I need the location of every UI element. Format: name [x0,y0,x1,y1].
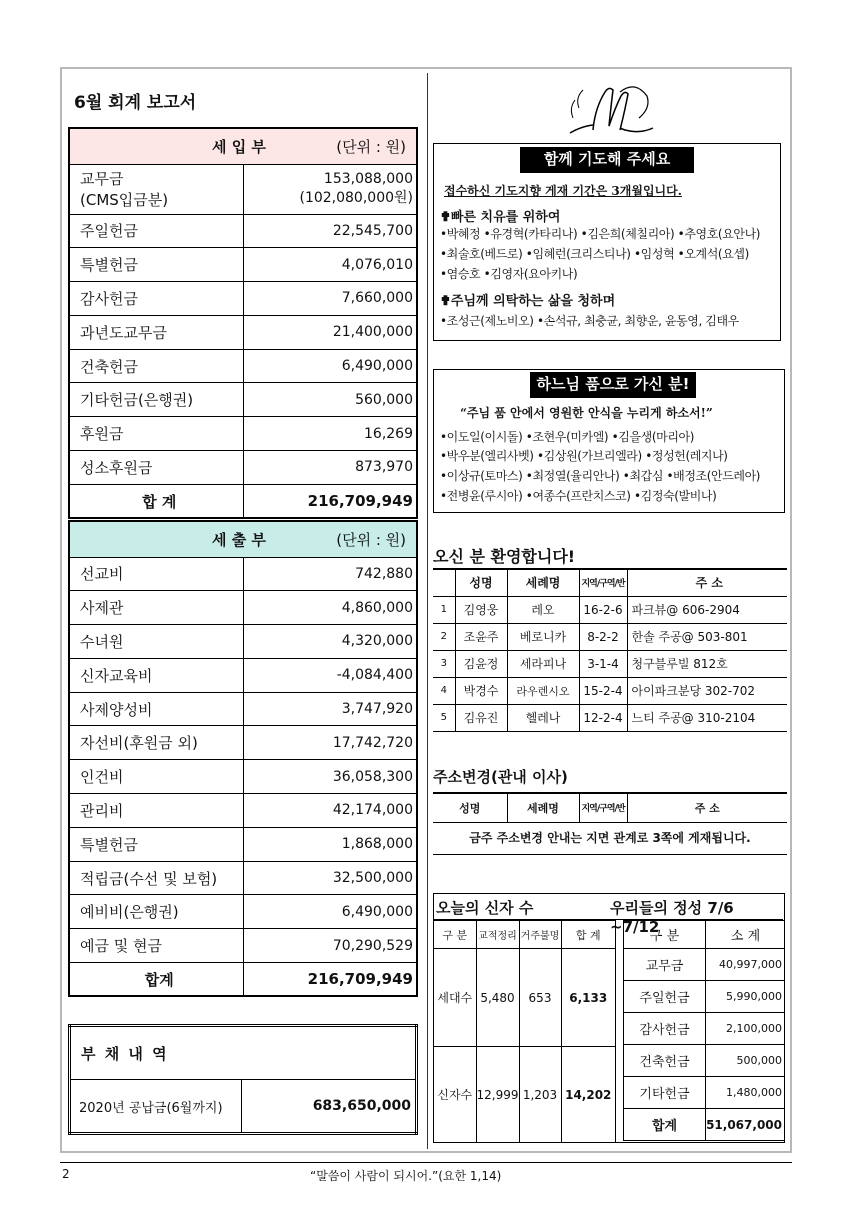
income-label: 건축헌금 [69,349,243,383]
welcome-cell: 파크뷰@ 606-2904 [627,596,787,623]
income-value: 4,076,010 [243,248,417,282]
prayer-banner: 함께 기도해 주세요 [520,147,694,173]
prayer-note: 접수하신 기도지향 게재 기간은 3개월입니다. [444,184,682,198]
welcome-cell: 12-2-4 [579,704,627,731]
address-change-note: 금주 주소변경 안내는 지면 관계로 3쪽에 게재됩니다. [433,821,787,855]
deceased-names: •박우분(엘리사벳) •김상원(가브리엘라) •정성헌(레지나) [440,449,728,463]
welcome-header [433,569,455,596]
income-total-value: 216,709,949 [243,484,417,518]
expense-label: 사제양성비 [69,692,243,726]
deceased-quote: “주님 품 안에서 영원한 안식을 누리게 하소서!” [460,406,713,420]
expense-label: 예비비(은행권) [69,895,243,929]
believer-cell: 신자수 [434,1047,476,1143]
expense-label: 자선비(후원금 외) [69,726,243,760]
address-header: 지역/구역/반 [579,793,627,822]
welcome-table [433,568,787,732]
welcome-cell: 베로니카 [507,623,579,650]
offering-header: 구 분 [624,921,706,949]
debt-row-label: 2020년 공납금(6월까지) [70,1080,242,1134]
expense-label: 사제관 [69,591,243,625]
income-label: 감사헌금 [69,282,243,316]
offering-cell: 합계 [624,1109,706,1141]
deceased-names: •이상규(토마스) •최정열(율리안나) •최갑심 •배정조(안드레아) [440,469,761,483]
expense-value: 17,742,720 [243,726,417,760]
prayer-names: •박혜정 •유경혁(카타리나) •김은희(체칠리아) •추영호(요안나) [440,227,761,241]
believer-cell: 6,133 [561,949,616,1047]
page-title: 6월 회계 보고서 [74,93,197,113]
table-row [69,827,417,861]
believer-cell: 5,480 [476,949,519,1047]
table-row [624,981,786,1013]
prayer-request-box [433,143,781,341]
deceased-box [433,369,785,513]
stats-box [433,893,785,1143]
table-row [69,625,417,659]
table-row [69,349,417,383]
expense-value: 70,290,529 [243,929,417,963]
welcome-cell: 3-1-4 [579,650,627,677]
believer-header: 교적정리 [476,921,519,949]
deceased-names: •이도일(이시돌) •조현우(미카엘) •김을생(마리아) [440,430,695,444]
expense-value: 36,058,300 [243,760,417,794]
expense-label: 수녀원 [69,625,243,659]
income-value: 153,088,000 [323,171,413,187]
welcome-cell: 2 [433,623,455,650]
welcome-header: 지역/구역/반 [579,569,627,596]
address-header: 주 소 [627,793,787,822]
expense-label: 적립금(수선 및 보험) [69,861,243,895]
welcome-cell: 박경수 [455,677,507,704]
welcome-cell: 8-2-2 [579,623,627,650]
table-row [433,623,787,650]
footer-rule [60,1162,792,1163]
expense-header: 세 출 부 [212,530,266,549]
expense-value: 742,880 [243,557,417,591]
income-value: 6,490,000 [243,349,417,383]
welcome-cell: 15-2-4 [579,677,627,704]
offering-cell: 건축헌금 [624,1045,706,1077]
income-label: 성소후원금 [69,451,243,485]
believer-cell: 12,999 [476,1047,519,1143]
income-total-row [69,484,417,518]
welcome-cell: 세라피나 [507,650,579,677]
table-row [69,451,417,485]
praying-hands-icon [565,78,655,136]
address-change-table [433,792,787,823]
table-row [69,591,417,625]
welcome-cell: 3 [433,650,455,677]
welcome-cell: 김영웅 [455,596,507,623]
offering-table [623,920,785,1141]
income-label: 주일헌금 [69,214,243,248]
welcome-cell: 5 [433,704,455,731]
address-header: 세례명 [507,793,579,822]
welcome-header: 주 소 [627,569,787,596]
table-row [433,704,787,731]
believer-header: 구 분 [434,921,476,949]
welcome-cell: 4 [433,677,455,704]
expense-table [68,520,418,997]
believer-cell: 세대수 [434,949,476,1047]
income-value-sub: (102,080,000원) [299,190,413,206]
offering-cell: 5,990,000 [706,981,785,1013]
income-value: 873,970 [243,451,417,485]
income-label: 과년도교무금 [69,315,243,349]
income-label: 교무금 [80,170,124,188]
offering-cell: 40,997,000 [706,949,785,981]
welcome-cell: 한솔 주공@ 503-801 [627,623,787,650]
expense-value: 4,860,000 [243,591,417,625]
expense-value: 6,490,000 [243,895,417,929]
welcome-cell: 조윤주 [455,623,507,650]
expense-label: 신자교육비 [69,658,243,692]
income-value: 21,400,000 [243,315,417,349]
prayer-names: •최술호(베드로) •임혜런(크리스티나) •임성혁 •오계석(요셉) [440,247,749,261]
table-row [69,248,417,282]
welcome-cell: 라우렌시오 [507,677,579,704]
welcome-cell: 김유진 [455,704,507,731]
table-row [69,383,417,417]
welcome-cell: 레오 [507,596,579,623]
table-row [69,315,417,349]
expense-label: 인건비 [69,760,243,794]
expense-value: 3,747,920 [243,692,417,726]
income-unit: (단위 : 원) [336,137,406,156]
expense-unit: (단위 : 원) [336,530,406,549]
income-label: 기타헌금(은행권) [69,383,243,417]
welcome-header: 성명 [455,569,507,596]
expense-total-label: 합계 [69,963,243,997]
welcome-title: 오신 분 환영합니다! [433,547,576,566]
debt-table [68,1024,418,1135]
income-header: 세 입 부 [212,137,266,156]
table-row [624,1045,786,1077]
table-row [69,692,417,726]
income-value: 16,269 [243,417,417,451]
believer-header: 합 계 [561,921,616,949]
believer-cell: 653 [519,949,561,1047]
expense-value: 4,320,000 [243,625,417,659]
offering-cell: 감사헌금 [624,1013,706,1045]
welcome-cell: 김윤정 [455,650,507,677]
table-row [434,1047,616,1143]
welcome-cell: 청구블루빌 812호 [627,650,787,677]
welcome-cell: 헬레나 [507,704,579,731]
offering-cell: 500,000 [706,1045,785,1077]
income-value: 22,545,700 [243,214,417,248]
income-label-sub: (CMS입금분) [80,191,169,209]
believer-count-title: 오늘의 신자 수 [436,899,534,917]
income-table [68,127,418,519]
expense-value: 32,500,000 [243,861,417,895]
table-row [69,861,417,895]
column-divider [427,73,428,1149]
income-total-label: 합 계 [69,484,243,518]
table-row [69,658,417,692]
expense-value: 1,868,000 [243,827,417,861]
table-row [69,417,417,451]
offering-title: 우리들의 정성 7/6 ~7/12 [610,899,734,936]
welcome-header: 세례명 [507,569,579,596]
table-row [69,895,417,929]
offering-cell: 51,067,000 [706,1109,785,1141]
table-row [434,949,616,1047]
prayer-names: •조성근(제노비오) •손석규, 최충균, 최향운, 윤동영, 김태우 [440,314,739,328]
prayer-section-trust: ✟주님께 의탁하는 삶을 청하며 [440,294,616,309]
address-change-title: 주소변경(관내 이사) [433,768,568,786]
table-row [433,596,787,623]
welcome-cell: 16-2-6 [579,596,627,623]
offering-cell: 2,100,000 [706,1013,785,1045]
offering-header: 소 계 [706,921,785,949]
table-row [69,282,417,316]
debt-row-value: 683,650,000 [242,1080,417,1134]
table-row [624,1109,786,1141]
offering-cell: 1,480,000 [706,1077,785,1109]
believer-header: 거주불명 [519,921,561,949]
table-row [69,214,417,248]
table-row [69,557,417,591]
address-header: 성명 [433,793,507,822]
expense-total-value: 216,709,949 [243,963,417,997]
prayer-names: •염승호 •김영자(요아키나) [440,267,578,281]
offering-cell: 주일헌금 [624,981,706,1013]
table-row [69,726,417,760]
welcome-cell: 느티 주공@ 310-2104 [627,704,787,731]
table-row [624,1077,786,1109]
income-value: 7,660,000 [243,282,417,316]
expense-value: 42,174,000 [243,794,417,828]
prayer-section-healing: ✟빠른 치유를 위하여 [440,210,561,225]
deceased-banner: 하느님 품으로 가신 분! [530,372,696,398]
offering-cell: 기타헌금 [624,1077,706,1109]
table-row [433,650,787,677]
deceased-names: •전병윤(루시아) •여종수(프란치스코) •김정숙(발비나) [440,489,717,503]
expense-label: 선교비 [69,557,243,591]
table-row [69,760,417,794]
believer-cell: 14,202 [561,1047,616,1143]
expense-value: -4,084,400 [243,658,417,692]
expense-total-row [69,963,417,997]
footer-motto: “말씀이 사람이 되시어.”(요한 1,14) [310,1169,502,1183]
page-number: 2 [62,1167,70,1181]
income-value: 560,000 [243,383,417,417]
offering-cell: 교무금 [624,949,706,981]
income-label: 후원금 [69,417,243,451]
believer-cell: 1,203 [519,1047,561,1143]
expense-label: 관리비 [69,794,243,828]
expense-label: 예금 및 현금 [69,929,243,963]
table-row [433,677,787,704]
debt-title: 부 채 내 역 [70,1026,417,1080]
income-label: 특별헌금 [69,248,243,282]
expense-label: 특별헌금 [69,827,243,861]
believer-count-table [434,920,616,1143]
table-row [69,929,417,963]
table-row [624,1013,786,1045]
welcome-cell: 아이파크분당 302-702 [627,677,787,704]
welcome-cell: 1 [433,596,455,623]
table-row [624,949,786,981]
table-row [69,794,417,828]
